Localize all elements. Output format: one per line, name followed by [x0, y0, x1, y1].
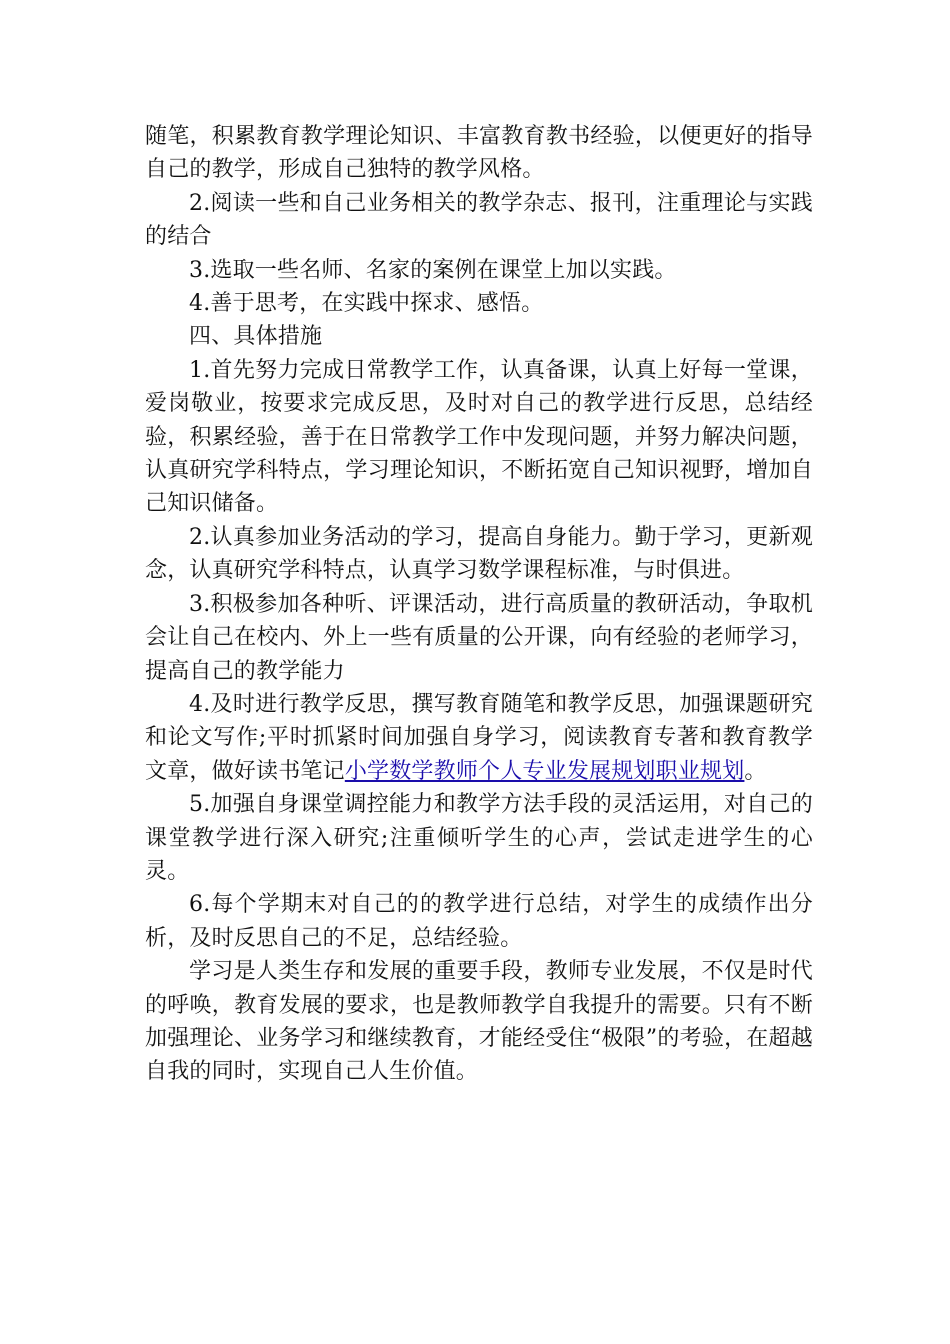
related-article-link[interactable]: 小学数学教师个人专业发展规划职业规划: [344, 758, 745, 784]
paragraph-measure-3: 3.积极参加各种听、评课活动，进行高质量的教研活动，争取机会让自己在校内、外上一些有质量的公开课，向有经验的老师学习，提高自己的教学能力: [145, 591, 813, 684]
paragraph-item-4-thinking: 4.善于思考，在实践中探求、感悟。: [189, 291, 544, 317]
paragraph-measure-4-end: 。: [744, 758, 767, 784]
section-heading-measures: 四、具体措施: [189, 324, 323, 350]
paragraph-item-2-reading: 2.阅读一些和自己业务相关的教学杂志、报刊，注重理论与实践的结合: [145, 190, 813, 250]
paragraph-measure-5: 5.加强自身课堂调控能力和教学方法手段的灵活运用，对自己的课堂教学进行深入研究;注重倾听学生的心声，尝试走进学生的心灵。: [145, 792, 813, 884]
paragraph-item-3-cases: 3.选取一些名师、名家的案例在课堂上加以实践。: [189, 257, 677, 283]
paragraph-conclusion: 学习是人类生存和发展的重要手段，教师专业发展，不仅是时代的呼唤，教育发展的要求，也是教师教学自我提升的需要。只有不断加强理论、业务学习和继续教育，才能经受住“极限”的考验，在超越自我的同时，实现自己人生价值。: [145, 959, 813, 1085]
paragraph-measure-4-text: 4.及时进行教学反思，撰写教育随笔和教学反思，加强课题研究和论文写作;平时抓紧时间加强自身学习，阅读教育专著和教育教学文章，做好读书笔记: [145, 691, 813, 784]
paragraph-continuation: 随笔，积累教育教学理论知识、丰富教育教书经验，以便更好的指导自己的教学，形成自己独特的教学风格。: [145, 124, 813, 183]
paragraph-measure-4: [145, 688, 813, 788]
paragraph-measure-1: 1.首先努力完成日常教学工作，认真备课，认真上好每一堂课，爱岗敬业，按要求完成反思，及时对自己的教学进行反思，总结经验，积累经验，善于在日常教学工作中发现问题，并努力解决问题，认真研究学科特点，学习理论知识，不断拓宽自己知识视野，增加自己知识储备。: [145, 357, 813, 517]
paragraph-measure-2: 2.认真参加业务活动的学习，提高自身能力。勤于学习，更新观念，认真研究学科特点，认真学习数学课程标准，与时俱进。: [145, 524, 813, 584]
paragraph-measure-6: 6.每个学期末对自己的的教学进行总结，对学生的成绩作出分析，及时反思自己的不足，总结经验。: [145, 892, 813, 951]
document-page: [145, 120, 813, 1089]
